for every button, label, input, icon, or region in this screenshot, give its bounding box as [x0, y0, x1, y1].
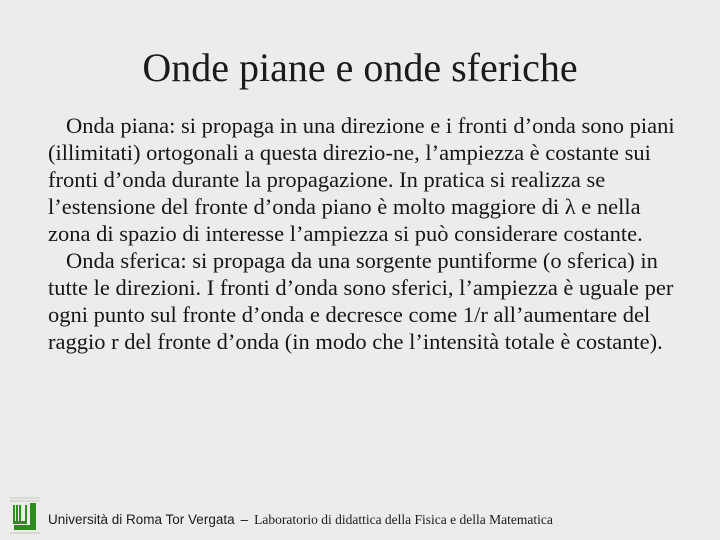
footer-laboratory: Laboratorio di didattica della Fisica e della Matematica [254, 512, 553, 527]
university-logo-icon [8, 494, 42, 536]
paragraph-plane-wave: Onda piana: si propaga in una direzione e i fronti d’onda sono piani (illimitati) ortogonali a questa direzio-ne, l’ampiezza è costante sui fronti d’onda durante la propagazione. In pratica si realizza se l’estensione del fronte d’onda piano è molto maggiore di λ e nella zona di spazio di interesse l’ampiezza si può considerare costante. [48, 113, 675, 246]
footer [48, 512, 716, 528]
slide-body [48, 112, 688, 355]
footer-university: Università di Roma Tor Vergata [48, 512, 235, 527]
footer-separator: – [240, 512, 249, 527]
slide-title: Onde piane e onde sferiche [142, 45, 578, 90]
paragraph-spherical-wave: Onda sferica: si propaga da una sorgente puntiforme (o sferica) in tutte le direzioni. I fronti d’onda sono sferici, l’ampiezza è uguale per ogni punto sul fronte d’onda e decresce come 1/r all’aumentare del raggio r del fronte d’onda (in modo che l’intensità totale è costante). [48, 248, 674, 354]
